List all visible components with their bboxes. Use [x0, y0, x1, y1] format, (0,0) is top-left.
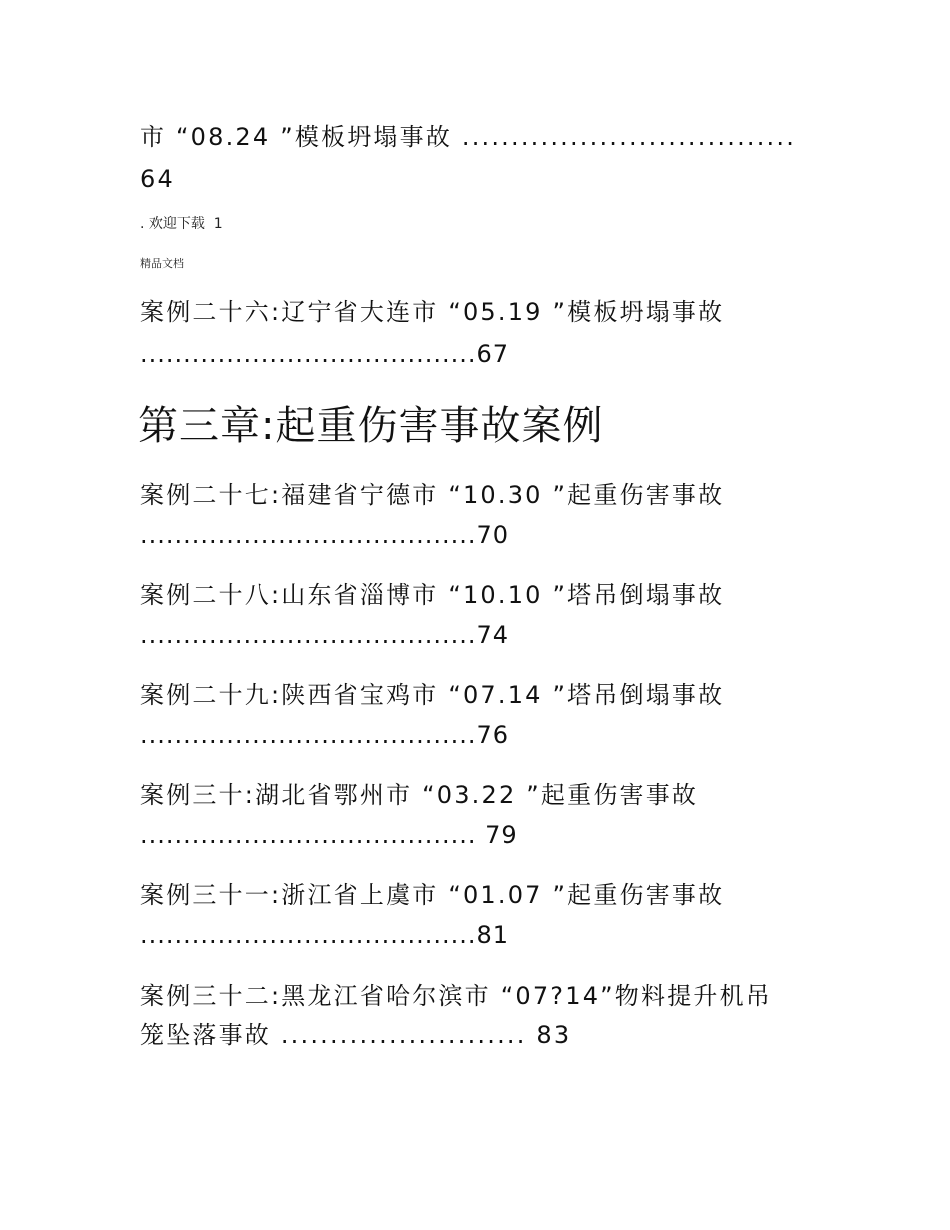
page-footer-welcome: . 欢迎下载 1 — [140, 216, 223, 232]
toc-entry-page: ....................................... 79 — [140, 821, 518, 849]
toc-entry-page: .......................................74 — [140, 621, 510, 649]
toc-entry-page: .......................................70 — [140, 521, 510, 549]
chapter-heading: 第三章:起重伤害事故案例 — [138, 403, 604, 449]
toc-entry-page: 笼坠落事故 ......................... 83 — [140, 1021, 572, 1049]
toc-entry-title: 案例二十九:陕西省宝鸡市 “07.14 ”塔吊倒塌事故 — [140, 681, 725, 709]
page-header-label: 精品文档 — [140, 257, 184, 270]
toc-entry-title: 市 “08.24 ”模板坍塌事故 .................................. — [140, 123, 797, 151]
toc-entry-page: .......................................81 — [140, 921, 510, 949]
toc-entry-page: .......................................76 — [140, 721, 510, 749]
toc-entry-title: 案例二十八:山东省淄博市 “10.10 ”塔吊倒塌事故 — [140, 581, 725, 609]
toc-entry-title: 案例二十七:福建省宁德市 “10.30 ”起重伤害事故 — [140, 481, 725, 509]
toc-entry-page: 64 — [140, 165, 175, 193]
toc-entry-page: .......................................67 — [140, 340, 510, 368]
toc-entry-title: 案例三十一:浙江省上虞市 “01.07 ”起重伤害事故 — [140, 881, 725, 909]
toc-entry-title: 案例三十:湖北省鄂州市 “03.22 ”起重伤害事故 — [140, 781, 699, 809]
toc-entry-title: 案例二十六:辽宁省大连市 “05.19 ”模板坍塌事故 — [140, 298, 725, 326]
toc-entry-title: 案例三十二:黑龙江省哈尔滨市 “07?14”物料提升机吊 — [140, 982, 772, 1010]
